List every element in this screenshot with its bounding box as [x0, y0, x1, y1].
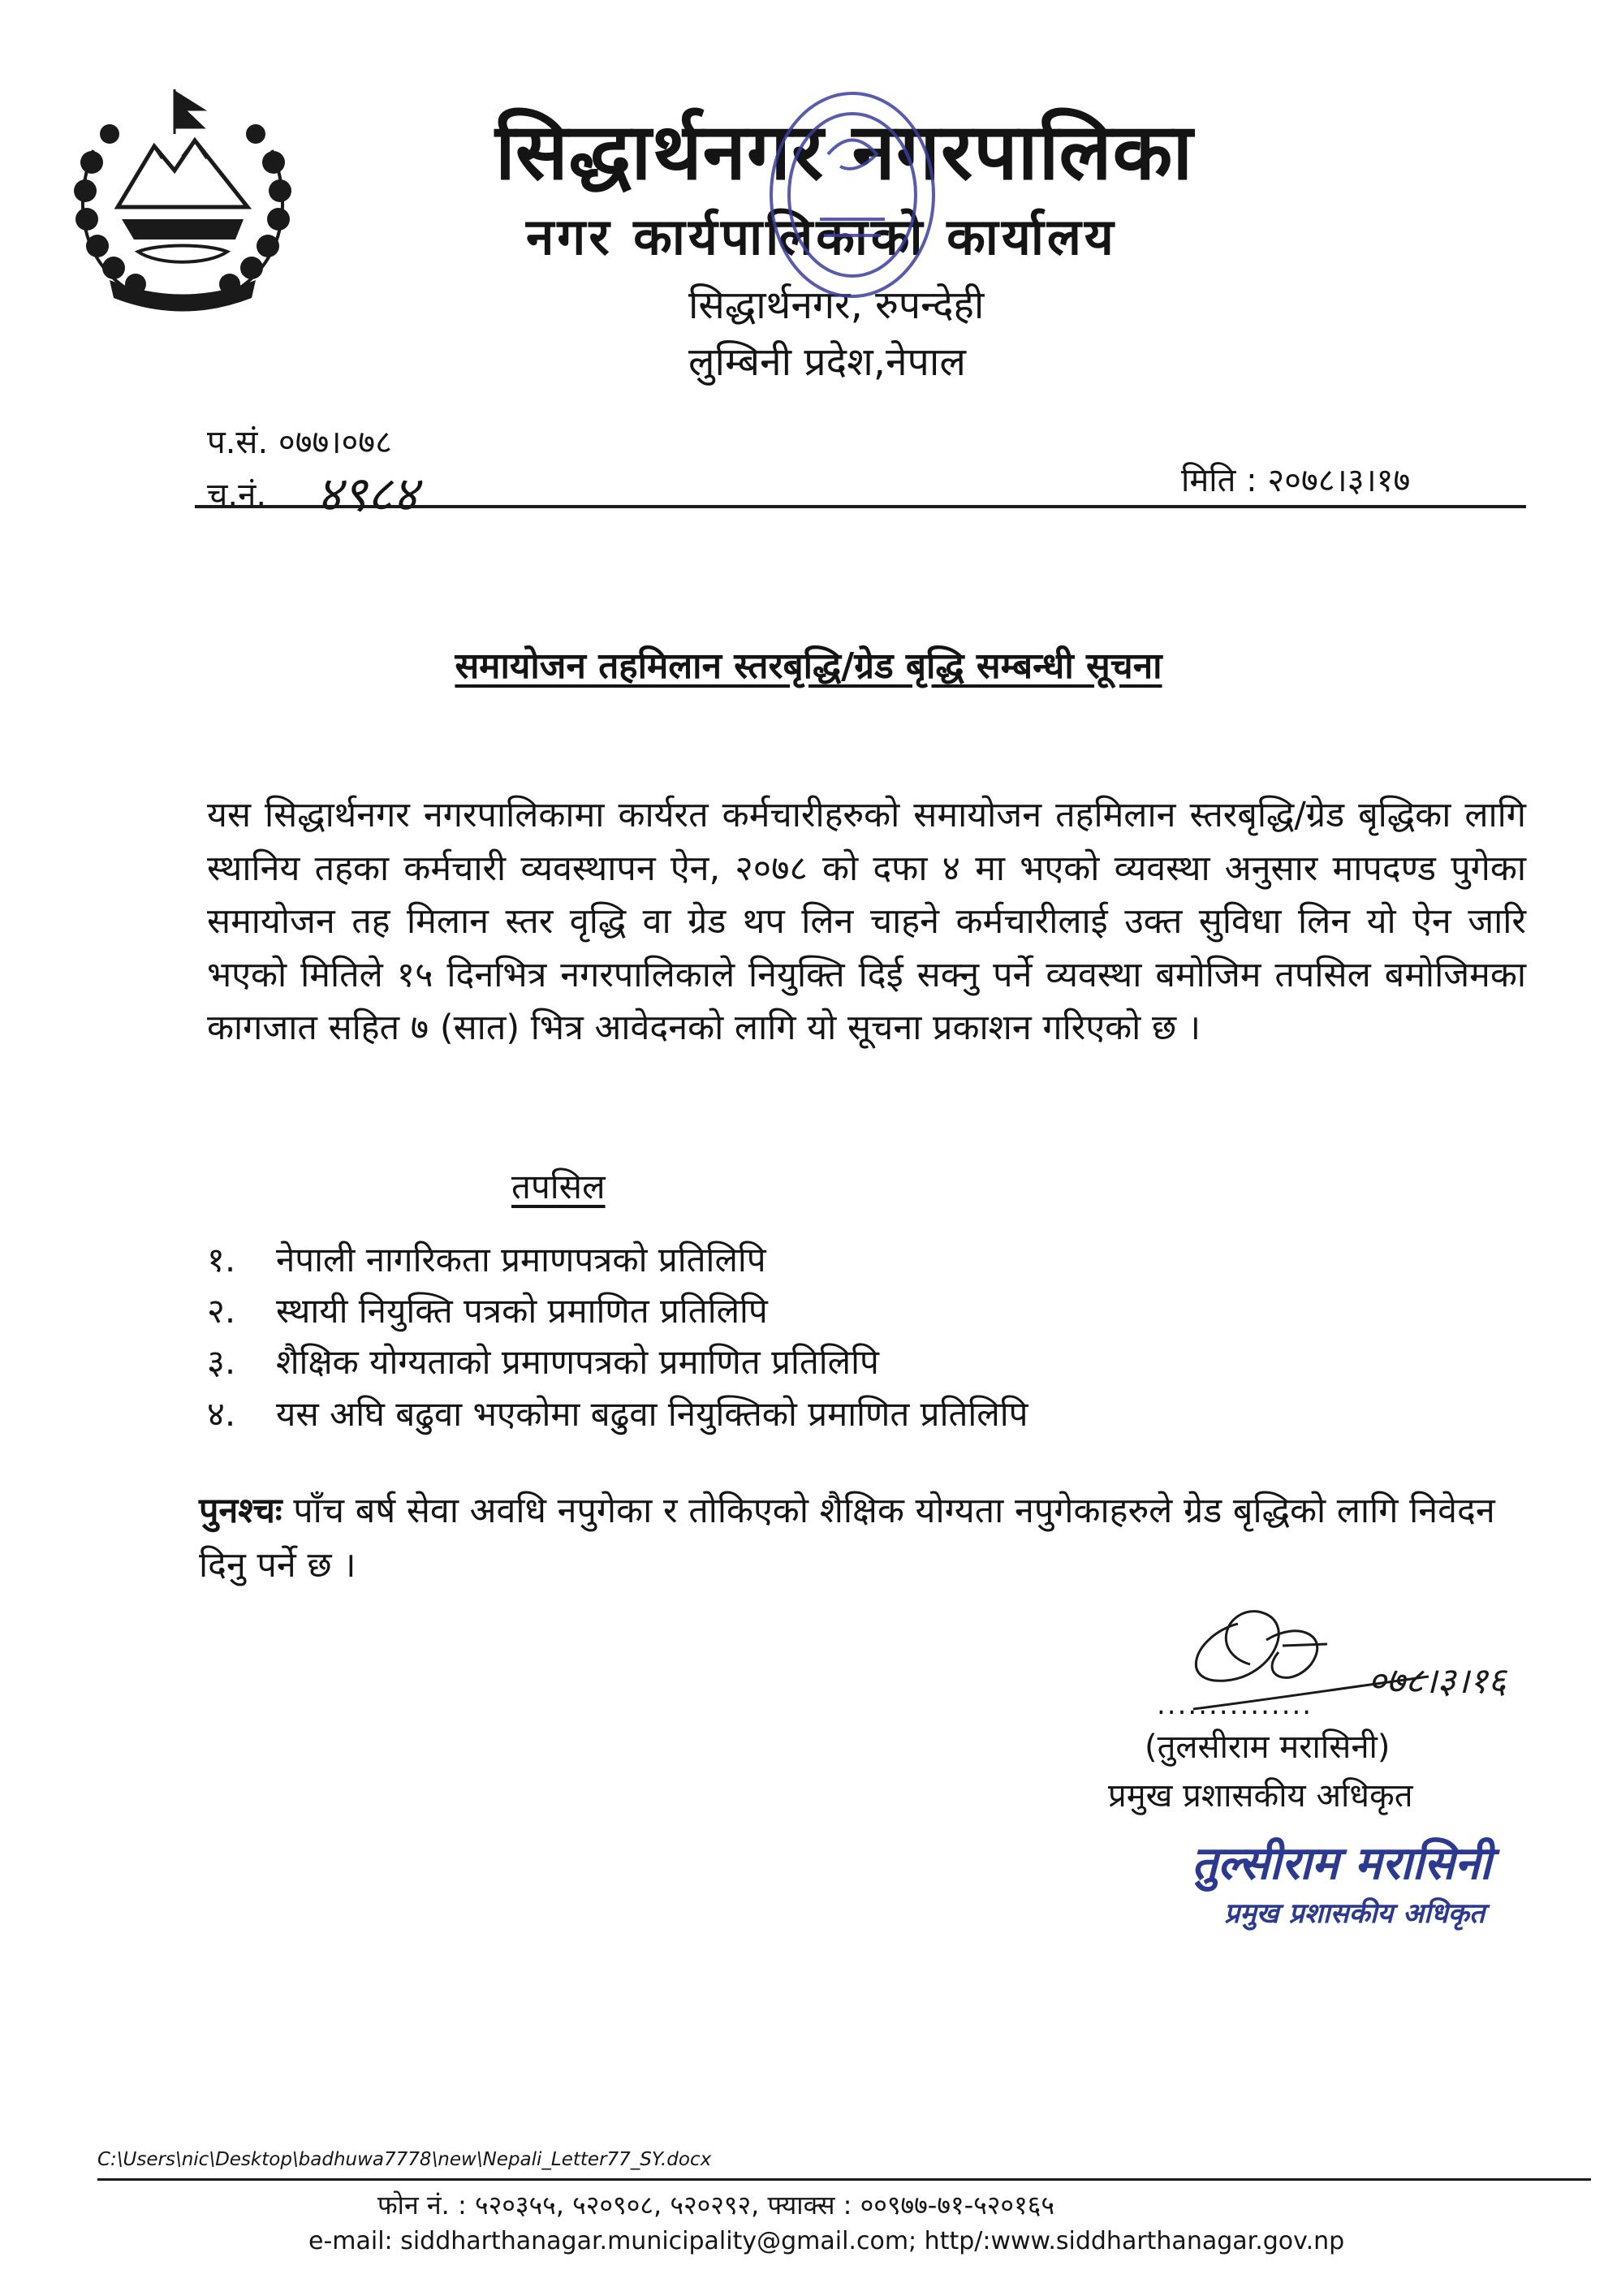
- list-item: [207, 1287, 768, 1333]
- list-item-text: स्थायी नियुक्ति पत्रको प्रमाणित प्रतिलिपि: [276, 1291, 768, 1331]
- subject-heading: [0, 640, 1617, 688]
- title-seal: प्रमुख प्रशासकीय अधिकृत: [1224, 1897, 1485, 1930]
- signer-name: (तुलसीराम मरासिनी): [1145, 1728, 1391, 1766]
- list-item-number: १.: [207, 1240, 236, 1280]
- nepal-emblem-icon: [61, 85, 304, 317]
- postscript-label: पुनश्चः: [199, 1491, 282, 1531]
- list-item-text: शैक्षिक योग्यताको प्रमाणपत्रको प्रमाणित प्रतिलिपि: [276, 1342, 879, 1382]
- footer-divider: [97, 2178, 1591, 2181]
- date-value: २०७८।३।१७: [1267, 462, 1411, 499]
- signature-line: ...............: [1157, 1689, 1313, 1721]
- postscript-text: पाँच बर्ष सेवा अवधि नपुगेका र तोकिएको शैक्षिक योग्यता नपुगेकाहरुले ग्रेड बृद्धिको लागि निवेदन दिनु पर्ने छ ।: [199, 1491, 1495, 1586]
- postscript: [199, 1484, 1526, 1593]
- header-divider: [195, 505, 1526, 508]
- list-heading: तपसिल: [511, 1167, 606, 1206]
- list-item-number: ४.: [207, 1394, 236, 1434]
- footer-contact: e-mail: siddharthanagar.municipality@gmail.com; http/:www.siddharthanagar.gov.np: [308, 2227, 1345, 2255]
- reference-number-value: ०७७।०७८: [278, 424, 392, 461]
- office-stamp-icon: [759, 77, 946, 313]
- file-path: C:\Users\nic\Desktop\badhuwa7778\new\Nepali_Letter77_SY.docx: [97, 2149, 712, 2170]
- address-line-2: लुम्बिनी प्रदेश,नेपाल: [688, 339, 966, 385]
- notice-body: यस सिद्धार्थनगर नगरपालिकामा कार्यरत कर्मचारीहरुको समायोजन तहमिलान स्तरबृद्धि/ग्रेड बृद्धिका लागि स्थानिय तहका कर्मचारी व्यवस्थापन ऐन, २०७८ को दफा ४ मा भएको व्यवस्था अनुसार मापदण्ड पुगेका समायोजन तह मिलान स्तर वृद्धि वा ग्रेड थप लिन चाहने कर्मचारीलाई उक्त सुविधा लिन यो ऐन जारि भएको मितिले १५ दिनभित्र नगरपालिकाले नियुक्ति दिई सक्नु पर्ने व्यवस्था बमोजिम तपसिल बमोजिमका कागजात सहित ७ (सात) भित्र आवेदनको लागि यो सूचना प्रकाशन गरिएको छ ।: [207, 795, 1526, 1048]
- list-item-text: यस अघि बढुवा भएकोमा बढुवा नियुक्तिको प्रमाणित प्रतिलिपि: [276, 1394, 1028, 1434]
- reference-number: [207, 418, 392, 463]
- list-item-number: २.: [207, 1291, 236, 1331]
- dispatch-number-label: च.नं.: [207, 477, 267, 514]
- handwritten-date: ०७८।३।१६: [1368, 1660, 1507, 1702]
- list-item: [207, 1338, 879, 1384]
- organization-name: सिद्धार्थनगर नगरपालिका: [495, 106, 1194, 197]
- list-item-number: ३.: [207, 1342, 236, 1382]
- name-seal: तुल्सीराम मरासिनी: [1192, 1837, 1492, 1890]
- letter-date: [1181, 456, 1410, 501]
- office-name: नगर कार्यपालिकाको कार्यालय: [526, 207, 1117, 266]
- subject-text: समायोजन तहमिलान स्तरबृद्धि/ग्रेड बृद्धि सम्बन्धी सूचना: [455, 645, 1162, 687]
- list-item: [207, 1390, 1028, 1436]
- date-label: मिति :: [1181, 462, 1257, 499]
- list-item: [207, 1236, 766, 1282]
- signer-title: प्रमुख प्रशासकीय अधिकृत: [1108, 1777, 1413, 1815]
- dispatch-number-value: ४९८४: [317, 466, 418, 523]
- address-line-1: सिद्धार्थनगर, रुपन्देही: [688, 283, 985, 328]
- footer-phone: फोन नं. : ५२०३५५, ५२०९०८, ५२०२९२, फ्याक्स : ००९७७-७१-५२०१६५: [377, 2190, 1054, 2220]
- list-item-text: नेपाली नागरिकता प्रमाणपत्रको प्रतिलिपि: [276, 1240, 766, 1280]
- reference-number-label: प.सं.: [207, 424, 269, 461]
